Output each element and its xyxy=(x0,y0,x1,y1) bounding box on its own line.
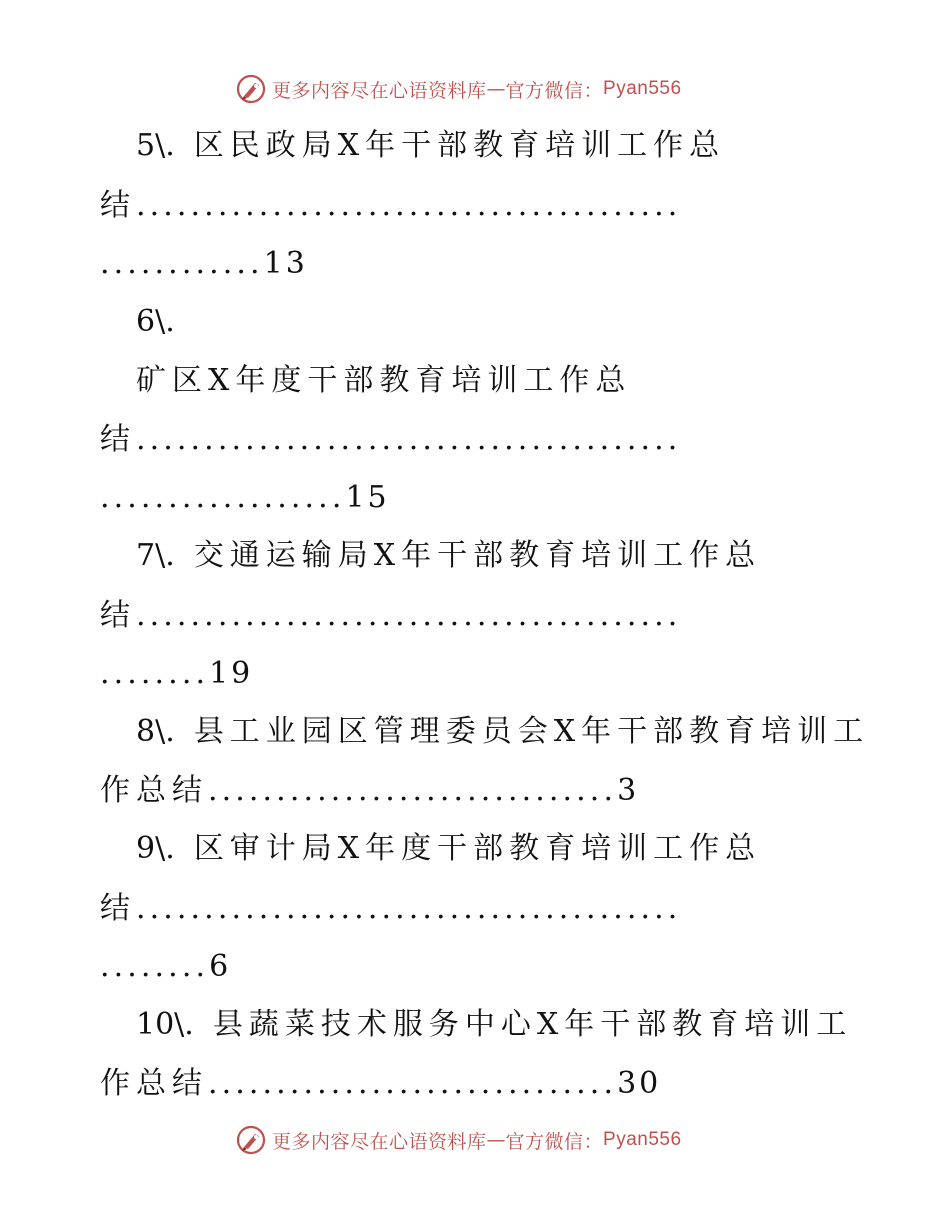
toc-page-number: 6 xyxy=(209,949,232,984)
toc-dots: ........................................ xyxy=(136,422,682,457)
toc-number: 10\. xyxy=(136,1007,194,1042)
toc-leader-line xyxy=(100,1064,661,1104)
toc-title: 区民政局X年干部教育培训工作总 xyxy=(193,128,726,163)
toc-title-continued: 结 xyxy=(100,598,136,633)
toc-title-line xyxy=(136,1005,852,1045)
toc-page-number: 3 xyxy=(617,773,640,808)
toc-page-line xyxy=(100,244,308,284)
toc-leader-line xyxy=(100,771,639,811)
toc-title-line xyxy=(136,829,761,869)
pen-logo-icon xyxy=(236,74,266,104)
watermark-label: 官方微信： xyxy=(505,79,604,102)
toc-title-continued: 结 xyxy=(100,891,136,926)
toc-page-line xyxy=(100,478,390,518)
toc-page-number: 19 xyxy=(209,656,254,691)
toc-dots: ........................................ xyxy=(136,598,682,633)
toc-dots: ............ xyxy=(100,246,264,281)
toc-leader-line xyxy=(100,889,681,929)
toc-dots: .............................. xyxy=(208,773,618,808)
watermark-label: 官方微信： xyxy=(505,1130,604,1153)
header-watermark xyxy=(236,72,682,106)
toc-title-line xyxy=(136,712,869,752)
toc-title: 矿区X年度干部教育培训工作总 xyxy=(136,363,632,398)
toc-page-number: 13 xyxy=(263,246,308,281)
watermark-separator: — xyxy=(486,1129,506,1151)
pen-logo-icon xyxy=(236,1125,266,1155)
toc-leader-line xyxy=(100,420,681,460)
toc-title-continued: 作总结 xyxy=(100,773,208,808)
toc-leader-line xyxy=(100,186,681,226)
toc-number: 7\. xyxy=(136,538,175,573)
toc-title-line xyxy=(136,126,725,166)
toc-page-number: 30 xyxy=(617,1066,662,1101)
toc-title: 区审计局X年度干部教育培训工作总 xyxy=(193,831,762,866)
watermark-id: Pyan556 xyxy=(603,1129,682,1150)
toc-title-continued: 结 xyxy=(100,188,136,223)
toc-number: 6\. xyxy=(136,304,175,339)
toc-title-line xyxy=(136,536,761,576)
toc-title: 交通运输局X年干部教育培训工作总 xyxy=(193,538,762,573)
toc-number: 9\. xyxy=(136,831,175,866)
toc-title: 县蔬菜技术服务中心X年干部教育培训工 xyxy=(212,1007,853,1042)
toc-dots: .............................. xyxy=(208,1066,618,1101)
toc-page-number: 15 xyxy=(345,480,390,515)
watermark-id: Pyan556 xyxy=(603,78,682,99)
toc-dots: ........................................ xyxy=(136,188,682,223)
watermark-text: 更多内容尽在心语资料库 xyxy=(272,79,487,102)
toc-page-line xyxy=(100,947,231,987)
toc-number: 5\. xyxy=(136,128,175,163)
toc-page-line xyxy=(100,654,253,694)
toc-dots: .................. xyxy=(100,480,346,515)
toc-dots: ........................................ xyxy=(136,891,682,926)
toc-title-line xyxy=(136,361,631,401)
toc-number: 8\. xyxy=(136,714,175,749)
toc-title-line xyxy=(136,302,175,342)
watermark-text: 更多内容尽在心语资料库 xyxy=(272,1130,487,1153)
toc-title-continued: 作总结 xyxy=(100,1066,208,1101)
toc-title: 县工业园区管理委员会X年干部教育培训工 xyxy=(193,714,870,749)
toc-dots: ........ xyxy=(100,656,210,691)
watermark-separator: — xyxy=(486,78,506,100)
toc-title-continued: 结 xyxy=(100,422,136,457)
footer-watermark xyxy=(236,1123,682,1157)
toc-leader-line xyxy=(100,596,681,636)
toc-dots: ........ xyxy=(100,949,210,984)
